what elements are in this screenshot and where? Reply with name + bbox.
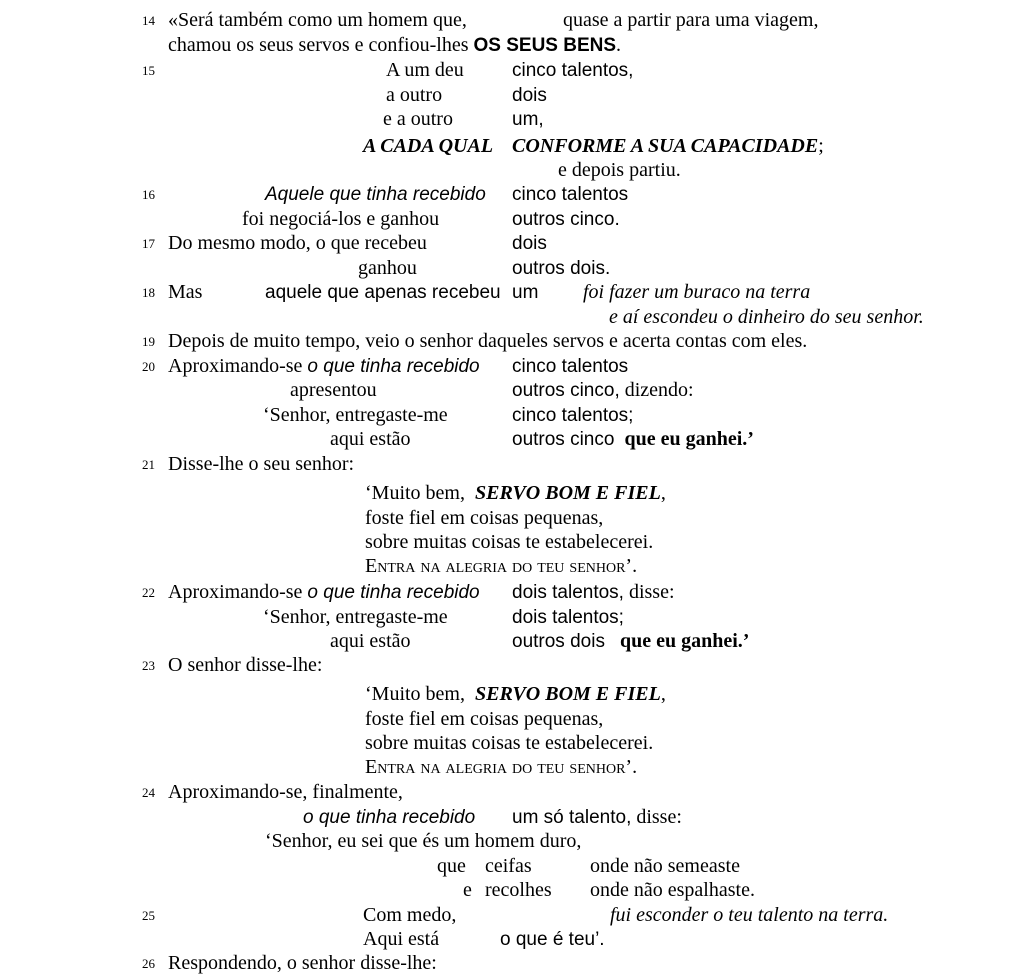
text-run: disse: [623,581,675,603]
text-run: A um deu [386,59,464,81]
text-segment [512,580,675,606]
text-run: dois talentos; [512,607,624,628]
text-line [0,731,1024,756]
text-segment [500,927,605,953]
text-run: apresentou [290,379,377,401]
text-run: SERVO BOM E FIEL [475,482,661,504]
text-segment [365,707,603,733]
text-segment [358,256,417,282]
text-run: outros cinco, [512,380,620,401]
text-run: que [437,855,466,877]
text-run: chamou os seus servos e confiou-lhes [168,34,474,56]
text-segment [512,427,754,453]
text-segment [365,731,653,757]
text-run: Do mesmo modo, o que recebeu [168,232,427,254]
text-segment [263,605,448,631]
text-run: sobre muitas coisas te estabelecerei. [365,732,654,754]
text-segment [485,878,552,904]
text-segment [168,580,480,606]
text-run: dizendo: [619,379,694,401]
text-line [0,305,1024,330]
text-line [0,452,1024,477]
text-run: quase a partir para uma viagem, [563,9,819,31]
text-segment [512,207,620,233]
text-segment [386,58,464,84]
text-run: Respondendo, o senhor disse-lhe: [168,952,437,974]
text-run: O senhor disse-lhe: [168,654,323,676]
text-run: disse: [631,806,682,828]
text-run: o que tinha recebido [307,582,480,603]
text-segment [590,878,755,904]
text-segment [383,107,453,133]
verse-number: 20 [142,359,155,374]
text-run: dois [512,233,547,254]
text-segment [168,33,621,59]
text-run: a outro [386,84,443,106]
text-line [0,653,1024,678]
text-line [0,530,1024,555]
text-run: aquele que apenas recebeu [265,282,501,303]
text-segment [386,83,442,109]
text-segment [563,8,818,34]
text-run: recolhes [485,879,552,901]
text-segment [512,107,544,133]
text-run: OS SEUS BENS [473,35,617,56]
text-run: dois [512,85,547,106]
text-line [0,927,1024,952]
text-run: Disse-lhe o seu senhor: [168,453,355,475]
text-run: outros dois [512,631,605,652]
text-segment [330,629,411,655]
text-run: fui esconder o teu talento na terra. [610,904,889,926]
text-run: Entra na alegria do teu senhor’. [365,756,638,778]
text-segment [512,231,547,257]
verse-number: 24 [142,785,155,800]
text-segment [265,280,501,306]
text-line [0,256,1024,281]
text-run: foste fiel em coisas pequenas, [365,507,604,529]
text-run: ‘Muito bem, [365,683,475,705]
text-segment [303,805,475,831]
verse-number: 14 [142,13,155,28]
text-segment [512,403,633,429]
verse-number: 25 [142,908,155,923]
text-line [0,878,1024,903]
text-segment [290,378,377,404]
text-line [0,58,1024,83]
text-run: Aproximando-se [168,355,308,377]
text-line [0,403,1024,428]
text-segment [512,83,547,109]
text-run: . [616,34,622,56]
text-run: que eu ganhei.’ [604,630,750,652]
text-segment [437,854,466,880]
text-segment [512,378,694,404]
text-line [0,481,1024,506]
text-segment [583,280,810,306]
text-segment [365,554,637,580]
text-segment [168,653,322,679]
text-run: «Será também como um homem que, [168,9,467,31]
text-segment [512,182,628,208]
text-run: ceifas [485,855,532,877]
text-run: cinco talentos, [512,60,634,81]
text-run: , [660,482,666,504]
text-run: que eu ganhei.’ [614,428,754,450]
text-line [0,854,1024,879]
text-run: aqui estão [330,428,411,450]
verse-number: 19 [142,334,155,349]
text-line [0,354,1024,379]
text-run: Aproximando-se [168,581,308,603]
text-run: ; [818,135,824,157]
text-segment [330,427,411,453]
text-run: ganhou [358,257,417,279]
text-segment [168,231,427,257]
text-run: Aquele que tinha recebido [265,184,486,205]
text-line [0,554,1024,579]
text-line [0,329,1024,354]
verse-number: 17 [142,236,155,251]
verse-number: 18 [142,285,155,300]
text-run: um [512,282,539,303]
text-run: o que tinha recebido [307,356,480,377]
text-line [0,107,1024,132]
text-segment [168,8,467,34]
text-segment [463,878,472,904]
text-line [0,182,1024,207]
text-run: e aí escondeu o dinheiro do seu senhor. [609,306,924,328]
text-run: outros cinco. [512,209,620,230]
text-run: aqui estão [330,630,411,652]
text-run: , [660,683,666,705]
text-line [0,231,1024,256]
text-run: cinco talentos [512,356,629,377]
text-segment [263,403,448,429]
text-segment [512,629,749,655]
text-run: ‘Senhor, eu sei que és um homem duro, [265,830,582,852]
text-line [0,8,1024,33]
text-line [0,280,1024,305]
text-segment [485,854,532,880]
text-segment [168,951,437,974]
text-run: ‘Senhor, entregaste-me [263,404,448,426]
text-segment [365,682,666,708]
verse-number: 21 [142,457,155,472]
text-run: cinco talentos [512,184,629,205]
text-run: outros cinco [512,429,615,450]
text-run: SERVO BOM E FIEL [475,683,661,705]
text-line [0,780,1024,805]
text-line [0,707,1024,732]
text-segment [168,452,354,478]
text-run: ‘Muito bem, [365,482,475,504]
text-segment [512,805,682,831]
text-segment [512,256,610,282]
text-segment [512,134,824,160]
text-run: onde não espalhaste. [590,879,755,901]
text-run: e a outro [383,108,453,130]
text-segment [168,280,202,306]
text-run: A CADA QUAL [363,135,494,157]
text-line [0,580,1024,605]
text-run: Entra na alegria do teu senhor’. [365,555,638,577]
text-run: foi fazer um buraco na terra [583,281,811,303]
text-segment [242,207,439,233]
text-line [0,158,1024,183]
text-segment [265,182,486,208]
text-segment [265,829,581,855]
text-line [0,903,1024,928]
text-line [0,805,1024,830]
text-line [0,33,1024,58]
text-run: foi negociá-los e ganhou [242,208,440,230]
text-run: Com medo, [363,904,457,926]
text-run: e depois partiu. [558,159,681,181]
text-run: cinco talentos; [512,405,634,426]
text-line [0,605,1024,630]
text-segment [363,903,456,929]
text-segment [365,506,603,532]
text-run: foste fiel em coisas pequenas, [365,708,604,730]
verse-number: 15 [142,63,155,78]
text-segment [365,481,666,507]
text-segment [168,354,480,380]
text-run: outros dois. [512,258,611,279]
text-segment [609,305,924,331]
text-line [0,951,1024,974]
text-run: Mas [168,281,203,303]
verse-number: 26 [142,956,155,971]
text-segment [590,854,740,880]
text-line [0,629,1024,654]
text-run: um, [512,109,544,130]
text-segment [168,780,403,806]
text-line [0,755,1024,780]
text-run: Aqui está [363,928,440,950]
text-segment [512,280,538,306]
text-segment [363,134,493,160]
text-run: o que é teu’. [500,929,605,950]
text-line [0,427,1024,452]
text-run: sobre muitas coisas te estabelecerei. [365,531,654,553]
text-run: onde não semeaste [590,855,740,877]
text-segment [365,755,637,781]
text-segment [365,530,653,556]
text-run: um só talento, [512,807,632,828]
text-segment [512,354,628,380]
text-segment [512,58,633,84]
text-run: e [463,879,472,901]
text-run: o que tinha recebido [303,807,476,828]
text-segment [610,903,888,929]
verse-number: 16 [142,187,155,202]
text-segment [168,329,807,355]
text-segment [363,927,439,953]
text-line [0,829,1024,854]
verse-number: 22 [142,585,155,600]
text-line [0,378,1024,403]
text-run: dois talentos, [512,582,624,603]
verse-number: 23 [142,658,155,673]
text-line [0,207,1024,232]
text-segment [512,605,624,631]
text-line [0,682,1024,707]
text-line [0,83,1024,108]
text-line [0,506,1024,531]
text-segment [558,158,681,184]
text-line [0,134,1024,159]
text-run: CONFORME A SUA CAPACIDADE [512,135,819,157]
text-run: Aproximando-se, finalmente, [168,781,403,803]
text-run: ‘Senhor, entregaste-me [263,606,448,628]
text-run: Depois de muito tempo, veio o senhor daqueles servos e acerta contas com eles. [168,330,808,352]
